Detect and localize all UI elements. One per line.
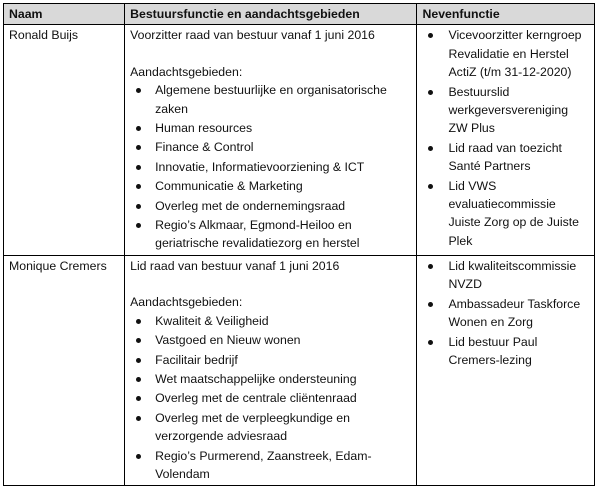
header-side-function: Nevenfunctie xyxy=(417,4,595,25)
list-item xyxy=(130,119,411,137)
bullet-icon xyxy=(136,223,141,228)
list-item-text: Finance & Control xyxy=(155,140,254,155)
bullet-icon xyxy=(136,416,141,421)
list-item xyxy=(422,333,589,370)
paragraph-spacer xyxy=(130,45,411,63)
list-item-text: Wet maatschappelijke ondersteuning xyxy=(155,371,357,386)
list-item-text: Algemene bestuurlijke en organisatorische zaken xyxy=(155,83,387,116)
focus-areas-label: Aandachtsgebieden: xyxy=(130,64,243,79)
header-row xyxy=(4,4,595,25)
list-item xyxy=(422,257,589,294)
list-item-text: Human resources xyxy=(155,121,253,136)
bullet-icon xyxy=(136,145,141,150)
list-item xyxy=(130,158,411,176)
list-item xyxy=(422,177,589,251)
list-item-text: Facilitair bedrijf xyxy=(155,352,238,367)
bullet-icon xyxy=(136,204,141,209)
bullet-icon xyxy=(428,146,433,151)
list-item xyxy=(130,216,411,253)
list-item xyxy=(130,312,411,330)
list-item xyxy=(130,197,411,215)
board-function-cell xyxy=(125,25,417,255)
list-item-text: Overleg met de centrale cliëntenraad xyxy=(155,391,357,406)
focus-areas-list xyxy=(130,312,411,484)
bullet-icon xyxy=(428,184,433,189)
list-item-text: Overleg met de verpleegkundige en verzorgende adviesraad xyxy=(155,410,350,444)
board-members-table xyxy=(3,3,595,486)
list-item-text: Innovatie, Informatievoorziening & ICT xyxy=(155,159,365,174)
list-item-text: Vastgoed en Nieuw wonen xyxy=(155,333,301,348)
bullet-icon xyxy=(428,33,433,38)
list-item xyxy=(422,83,589,138)
paragraph-spacer xyxy=(130,275,411,293)
list-item-text: Regio’s Alkmaar, Egmond-Heiloo en geriatrische revalidatiezorg en herstel xyxy=(155,218,360,251)
bullet-icon xyxy=(428,340,433,345)
focus-areas-label: Aandachtsgebieden: xyxy=(130,295,243,310)
list-item xyxy=(422,139,589,176)
side-function-cell xyxy=(417,255,595,485)
bullet-icon xyxy=(428,264,433,269)
list-item xyxy=(130,177,411,195)
list-item xyxy=(422,26,589,81)
bullet-icon xyxy=(136,184,141,189)
side-functions-list xyxy=(422,257,589,369)
role-text: Lid raad van bestuur vanaf 1 juni 2016 xyxy=(130,258,340,273)
focus-areas-list xyxy=(130,81,411,253)
list-item-text: Lid bestuur Paul Cremers-lezing xyxy=(448,334,538,367)
list-item-text: Bestuurslid werkgeversvereniging ZW Plus xyxy=(448,84,569,136)
list-item xyxy=(130,389,411,407)
list-item xyxy=(130,447,411,484)
bullet-icon xyxy=(136,165,141,170)
list-item-text: Lid kwaliteitscommissie NVZD xyxy=(448,258,577,292)
role-text: Voorzitter raad van bestuur vanaf 1 juni 2016 xyxy=(130,28,375,43)
list-item-text: Lid VWS evaluatiecommissie Juiste Zorg op de Juiste Plek xyxy=(448,178,580,248)
bullet-icon xyxy=(136,377,141,382)
table-row xyxy=(4,25,595,255)
bullet-icon xyxy=(136,338,141,343)
bullet-icon xyxy=(136,358,141,363)
list-item-text: Lid raad van toezicht Santé Partners xyxy=(448,140,562,174)
member-name: Ronald Buijs xyxy=(4,25,125,255)
table-row xyxy=(4,255,595,485)
list-item-text: Ambassadeur Taskforce Wonen en Zorg xyxy=(448,296,581,330)
bullet-icon xyxy=(428,302,433,307)
document-page xyxy=(3,3,595,481)
header-function: Bestuursfunctie en aandachtsgebieden xyxy=(125,4,417,25)
bullet-icon xyxy=(136,319,141,324)
list-item-text: Overleg met de ondernemingsraad xyxy=(155,198,346,213)
bullet-icon xyxy=(136,88,141,93)
bullet-icon xyxy=(136,126,141,131)
list-item-text: Communicatie & Marketing xyxy=(155,179,303,194)
list-item xyxy=(422,295,589,332)
member-name: Monique Cremers xyxy=(4,255,125,485)
bullet-icon xyxy=(136,454,141,459)
board-function-cell xyxy=(125,255,417,485)
side-functions-list xyxy=(422,26,589,250)
list-item-text: Regio’s Purmerend, Zaanstreek, Edam-Volendam xyxy=(155,448,372,481)
list-item xyxy=(130,138,411,156)
list-item xyxy=(130,351,411,369)
bullet-icon xyxy=(136,396,141,401)
list-item xyxy=(130,409,411,446)
bullet-icon xyxy=(428,90,433,95)
list-item xyxy=(130,331,411,349)
list-item xyxy=(130,370,411,388)
list-item-text: Vicevoorzitter kerngroep Revalidatie en Herstel ActiZ (t/m 31-12-2020) xyxy=(448,28,582,80)
header-name: Naam xyxy=(4,4,125,25)
side-function-cell xyxy=(417,25,595,255)
list-item-text: Kwaliteit & Veiligheid xyxy=(155,313,269,328)
list-item xyxy=(130,81,411,118)
